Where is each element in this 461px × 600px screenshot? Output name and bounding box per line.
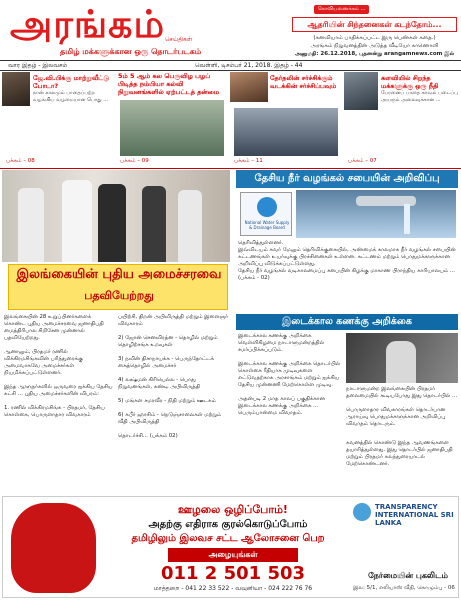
teaser-body: நான் காலமும் பாதைப்பற்ற வழங்கிய வழமையான பொது ...: [33, 90, 108, 103]
teaser-page: பக்கம் – 09: [120, 158, 149, 164]
edition-label: வார இதழ் - இலவசம்: [8, 62, 68, 69]
water-board-text: தெரிவித்துள்ளனர். இவ்விடயம் சுவர் மேலும் தெரிவிக்குகையில், அண்மைக் காலமாக நீர் வழங்கல் சபையின் கட்டணங்கள் உயர்வுக்கு பிரச்சினைகள் உள்ளன. கட்டணம் மற்றும் பொதுமக்களுக்கான அறிவிப்பு விடுக்கப்பட்டுள்ளது. தேசிய நீர் வழங்கல் வடிகாலமைப்பு சபையின் கிழக்கு மாகாண பிராந்திய காரியாலயம் ... (பக்கம் - 02): [238, 240, 456, 281]
budget-column-3: கவனத்தில் கொண்டு இந்த ஆவணங்களை தயாரித்துள்ளது. இது தொடர்பில் ஜனாதிபதி மற்றும் பிரதமர் கலந்துரையாடல் மேற்கொண்டனர்.: [346, 440, 453, 467]
lead-headline: இலங்கையின் புதிய அமைச்சரவை: [16, 267, 222, 282]
figure-president: [62, 180, 92, 262]
figure-speaker: [386, 341, 416, 383]
divider: [0, 168, 461, 169]
ti-logo-text: TRANSPARENCY INTERNATIONAL SRI LANKA: [375, 503, 454, 527]
budget-column-1: இடைக்கால கணக்கு அறிக்கை வெள்ளிகிழமை நாடாளுமன்றத்தில் சமர்ப்பிக்கப்படும். இடைக்கால கணக்கு அறிக்கை தொடர்பில் கொள்கை ரீதியாக முடிவுகளை எட்டுவதற்காக அரசாங்கம் மற்றும் ஐக்கிய தேசிய முன்னணி மேற்கொள்ள முடிவு. அதன்படி 2 மாத காலப் பகுதிக்கான இடைக்கால கணக்கு அறிக்கை ... பெரும்பான்மை விவாதம்.: [238, 333, 341, 416]
teaser-item[interactable]: [344, 72, 459, 167]
budget-column-2: நாடாளுமன்ற இலங்கையின் பிரதமர் தலைமையில் கூடியபோது இது தொடர்பில் ... பொருளாதார விவகாரங்கள் தொடர்பான ஆராய்வு பொதுமக்களுக்கான அறிவிப்பு விவாதம் தொடரும்.: [346, 386, 458, 427]
teaser-text: [270, 74, 340, 90]
ad-offices: மாத்தறை - 041 22 33 522 - வவுனியா - 024 222 76 76: [153, 585, 313, 592]
teaser-title: 5ம் 5 ஆம் கல பெருவிழ பழப் பிடித்த நம்பியா கல்வி நிறுவனங்களில் ஏற்பட்டத் தன்மை: [118, 72, 220, 96]
teaser-item[interactable]: [230, 72, 342, 167]
promo-line: அனுமதி: 26.12.2018, புதனன்று arangamnews.com இல்: [294, 51, 455, 57]
teaser-strip: [0, 72, 461, 168]
ad-call-label: அழையுங்கள்: [168, 548, 298, 562]
issue-date: வெள்ளி, டிசம்பர் 21, 2018. இதழ் - 44: [195, 62, 303, 69]
figure-soldier: [18, 188, 44, 262]
teaser-item[interactable]: [116, 72, 228, 167]
teaser-photo: [234, 108, 338, 156]
teaser-photo: [120, 100, 224, 156]
teaser-title: ஜே.வி.பிக்கு மாற்றுவீட்டு போடா?: [33, 74, 110, 90]
water-stream: [404, 204, 410, 234]
promo-headline: ஆதரியின் சிந்தனைகள் கடந்தோம்...: [292, 17, 457, 32]
budget-header[interactable]: இடைக்கால கணக்கு அறிக்கை: [236, 314, 458, 330]
ad-line-3: தமிழிலும் இலவச சட்ட ஆலோசனை பெற: [131, 533, 325, 544]
teaser-page: பக்கம் – 11: [234, 158, 263, 164]
figure-official: [142, 186, 166, 262]
teaser-item[interactable]: [2, 72, 114, 167]
water-board-logo-label: National Water Supply & Drainage Board: [244, 220, 290, 230]
newspaper-logo[interactable]: அரங்கம்: [10, 1, 166, 46]
ad-line-2: அதற்கு எதிராக குரல்கொடுப்போம்: [148, 519, 308, 530]
lead-column-2: பயிற்சி, திறன் அபிவிருத்தி மற்றும் இளைஞர் விவகாரம் 2) ஜோன் செனவிரத்ன - தொழில் மற்றும் தொழிற்சங்க உறவுகள் 3) நவின் திசாநாயக்க - பெருந்தோட்டக் கைத்தொழில் அமைச்சர் 4) லக்ஷ்மன் கிரியெல்ல - பொது நிறுவனங்கள், கண்டி அபிவிருத்தி 5) மங்கள சமரவீர - நிதி மற்றும் ஊடகம் 6) கபீர் ஹாசிம் - நெடுஞ்சாலைகள் மற்றும் வீதி அபிவிருத்தி தொடர்ச்சி... (பக்கம் 02): [118, 314, 228, 439]
tagline: தமிழ் மக்களுக்கான ஒரு தொடர்படகம்: [60, 47, 202, 56]
teaser-page: பக்கம் – 08: [6, 158, 35, 164]
ad-phone-number[interactable]: 011 2 501 503: [160, 563, 306, 584]
figure-official: [178, 190, 202, 262]
lead-headline-sub: பதவியேற்றது: [84, 289, 154, 302]
anti-corruption-ad[interactable]: [2, 496, 459, 598]
teaser-title: களவியில் சிறந்த மக்களுக்கு ஒரு நீதி: [381, 74, 439, 90]
lead-photo: [2, 170, 230, 262]
teaser-photo: [344, 72, 378, 110]
lead-headline-banner[interactable]: [8, 264, 228, 310]
hand-print-icon: [11, 503, 96, 593]
promo-line: அரங்கம் நிறுவனத்தின் அடுத்த வீடியோ காணொளி: [310, 43, 439, 49]
water-drop-icon: [257, 197, 277, 217]
water-board-logo: [240, 192, 292, 236]
dateline: [0, 60, 461, 71]
ad-host-address: இல: 5/1, எலியாஸ் வீதி, கொழும்பு - 06: [353, 585, 455, 591]
logo-subtitle: செய்திகள்: [165, 36, 193, 43]
promo-line: (கனவியாம் பாதிக்கப்பட்ட இரு பெண்கள் கதை.): [313, 35, 436, 41]
ad-line-1: ஊழலை ஒழிப்போம்!: [178, 503, 288, 516]
budget-photo: [346, 333, 458, 383]
teaser-title: தேர்தலின் சர்ச்சிக்கும் வடக்கின் சர்ச்சிப்பவும்: [270, 74, 337, 90]
water-tap-photo: [296, 190, 456, 238]
teaser-text: [33, 74, 113, 104]
teaser-body: பேரனைப் பாதை காவல் படைப்பு அயரும் அலைவுக்கான ...: [381, 90, 458, 103]
figure-minister: [98, 184, 126, 262]
ad-host-name: நேர்மையின் புகலிடம்: [368, 571, 448, 580]
lead-column-1: இலங்கையின் 28 உறுப்பினர்களைக் கொண்ட புதிய அமைச்சரவை ஜனாதிபதி மைத்திரிபால சிறிசேன முன்னால் பதவியேற்றது. ஆனாலும், பிரதமர் ரணில் விக்கிரமசிங்கவின் பரிந்துரைக்கு அமைவாகவே அமைச்சர்கள் நியமிக்கப்பட்டுள்ளனர். இந்த ஆளுநர்களில் ஒருவரை ஐக்கிய தேசிய கட்சி ... புதிய அமைச்சர்களின் விபரம்: 1. ரணில் விக்கிரமசிங்க - பிரதமர், தேசிய கொள்கை, பொருளாதார விவகாரம்: [4, 314, 113, 418]
teaser-photo: [230, 72, 268, 102]
water-board-header[interactable]: தேசிய நீர் வழங்கல் சபையின் அறிவிப்பு: [236, 170, 458, 188]
teaser-page: பக்கம் – 07: [348, 158, 377, 164]
teaser-photo: [2, 72, 30, 106]
ti-globe-icon: [353, 503, 371, 521]
promo-chip: கொவியணைக்கம் ...: [314, 5, 369, 14]
teaser-text: [381, 74, 458, 104]
